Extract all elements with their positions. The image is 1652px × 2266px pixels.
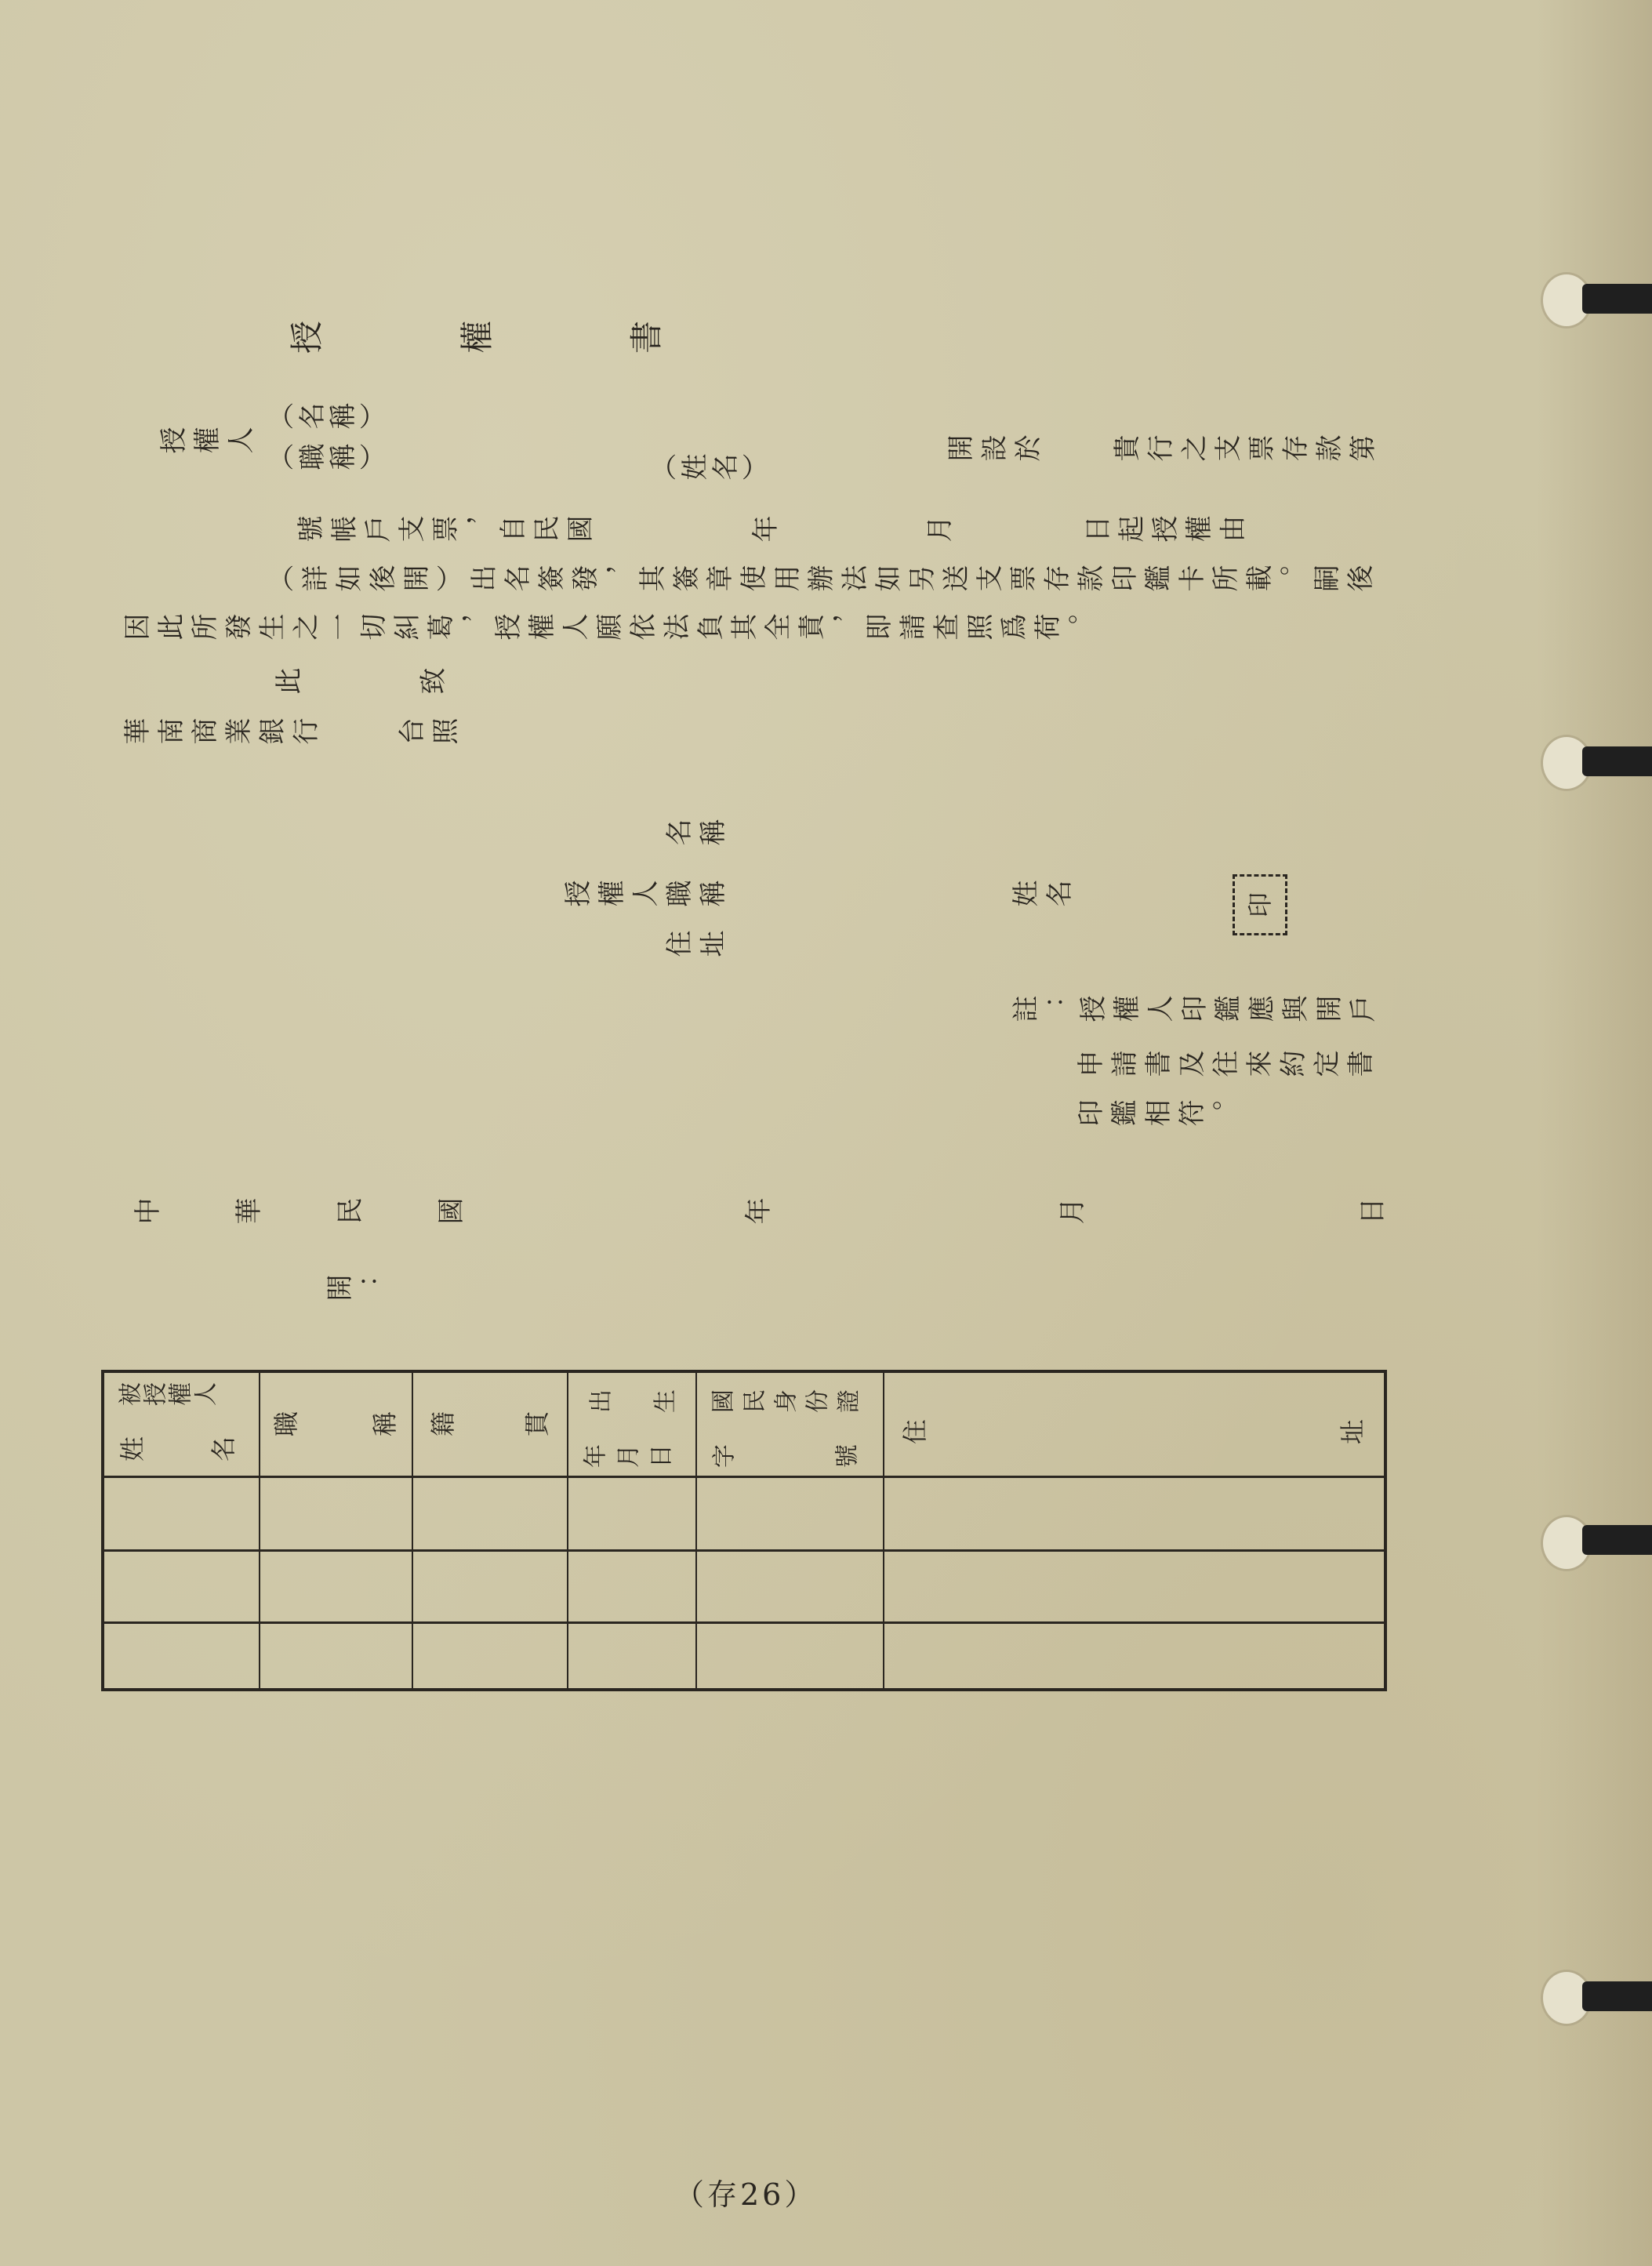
binder-ribbon bbox=[1582, 746, 1652, 776]
page-code: （存26） bbox=[674, 2177, 818, 2212]
signature-title-label: 授權人職稱 bbox=[564, 881, 732, 912]
date-char: 華 bbox=[234, 1198, 268, 1229]
year-label: 年 bbox=[751, 516, 785, 547]
header-id-number: 號 bbox=[834, 1445, 865, 1473]
header-origin: 貫 bbox=[524, 1411, 556, 1440]
date-month: 月 bbox=[1058, 1198, 1091, 1229]
note-line-1: 註：授權人印鑑應與開戶 bbox=[1011, 996, 1382, 1027]
note-line-2: 申請書及往來約定書 bbox=[1077, 1051, 1380, 1082]
date-day: 日 bbox=[1358, 1198, 1392, 1229]
binder-ribbon bbox=[1582, 1525, 1652, 1555]
closing-zhi: 致 bbox=[419, 668, 452, 699]
signature-person-label: 姓名 bbox=[1011, 881, 1079, 912]
attached-label: 開： bbox=[325, 1275, 393, 1306]
header-address: 址 bbox=[1339, 1418, 1371, 1448]
body-line-2a: 號帳戶支票，自民國 bbox=[296, 516, 600, 547]
account-text: 貴行之支票存款第 bbox=[1113, 435, 1382, 467]
header-grantee: 被授權人 bbox=[118, 1383, 218, 1411]
header-birthdate: 年月日 bbox=[583, 1445, 681, 1473]
name-placeholder: （名稱） bbox=[267, 403, 390, 434]
header-address: 住 bbox=[902, 1418, 934, 1448]
header-title: 職 bbox=[273, 1411, 305, 1440]
signature-address-label: 住址 bbox=[665, 931, 732, 962]
body-line-4: 因此所發生之一切糾葛，授權人願依法負其全責，即請查照爲荷。 bbox=[123, 614, 1101, 645]
title-placeholder: （職稱） bbox=[267, 444, 390, 475]
note-line-3: 印鑑相符。 bbox=[1077, 1100, 1245, 1131]
header-origin: 籍 bbox=[430, 1411, 462, 1440]
title-char: 書 bbox=[629, 320, 662, 358]
seal-label: 印 bbox=[1247, 892, 1279, 921]
date-char: 民 bbox=[336, 1198, 369, 1229]
month-label: 月 bbox=[925, 516, 959, 547]
body-line-3: （詳如後開）出名簽發，其簽章使用辦法如另送支票存款印鑑卡所載。嗣後 bbox=[267, 565, 1380, 597]
title-char: 授 bbox=[289, 320, 322, 358]
binder-ribbon bbox=[1582, 1981, 1652, 2011]
date-char: 國 bbox=[437, 1198, 470, 1229]
header-id-number: 字 bbox=[711, 1445, 742, 1473]
bank-name: 華南商業銀行 bbox=[123, 718, 325, 750]
taizhao: 台照 bbox=[398, 718, 465, 750]
header-surname: 姓 bbox=[119, 1436, 151, 1465]
grantor-label: 授權人 bbox=[159, 427, 260, 459]
header-name: 名 bbox=[210, 1436, 242, 1465]
title-char: 權 bbox=[459, 320, 492, 358]
date-year: 年 bbox=[744, 1198, 778, 1229]
opened-at-text: 開設於 bbox=[946, 435, 1047, 467]
body-line-2b: 日起授權由 bbox=[1084, 516, 1252, 547]
header-birth: 生 bbox=[652, 1390, 683, 1418]
date-char: 中 bbox=[133, 1198, 167, 1229]
header-title: 稱 bbox=[372, 1411, 404, 1440]
header-birth: 出 bbox=[588, 1390, 619, 1418]
header-id-card: 國民身份證 bbox=[710, 1390, 867, 1418]
signature-name-label: 名稱 bbox=[665, 819, 732, 851]
binder-ribbon bbox=[1582, 284, 1652, 314]
closing-ci: 此 bbox=[274, 668, 308, 699]
person-name-placeholder: （姓名） bbox=[650, 454, 772, 485]
